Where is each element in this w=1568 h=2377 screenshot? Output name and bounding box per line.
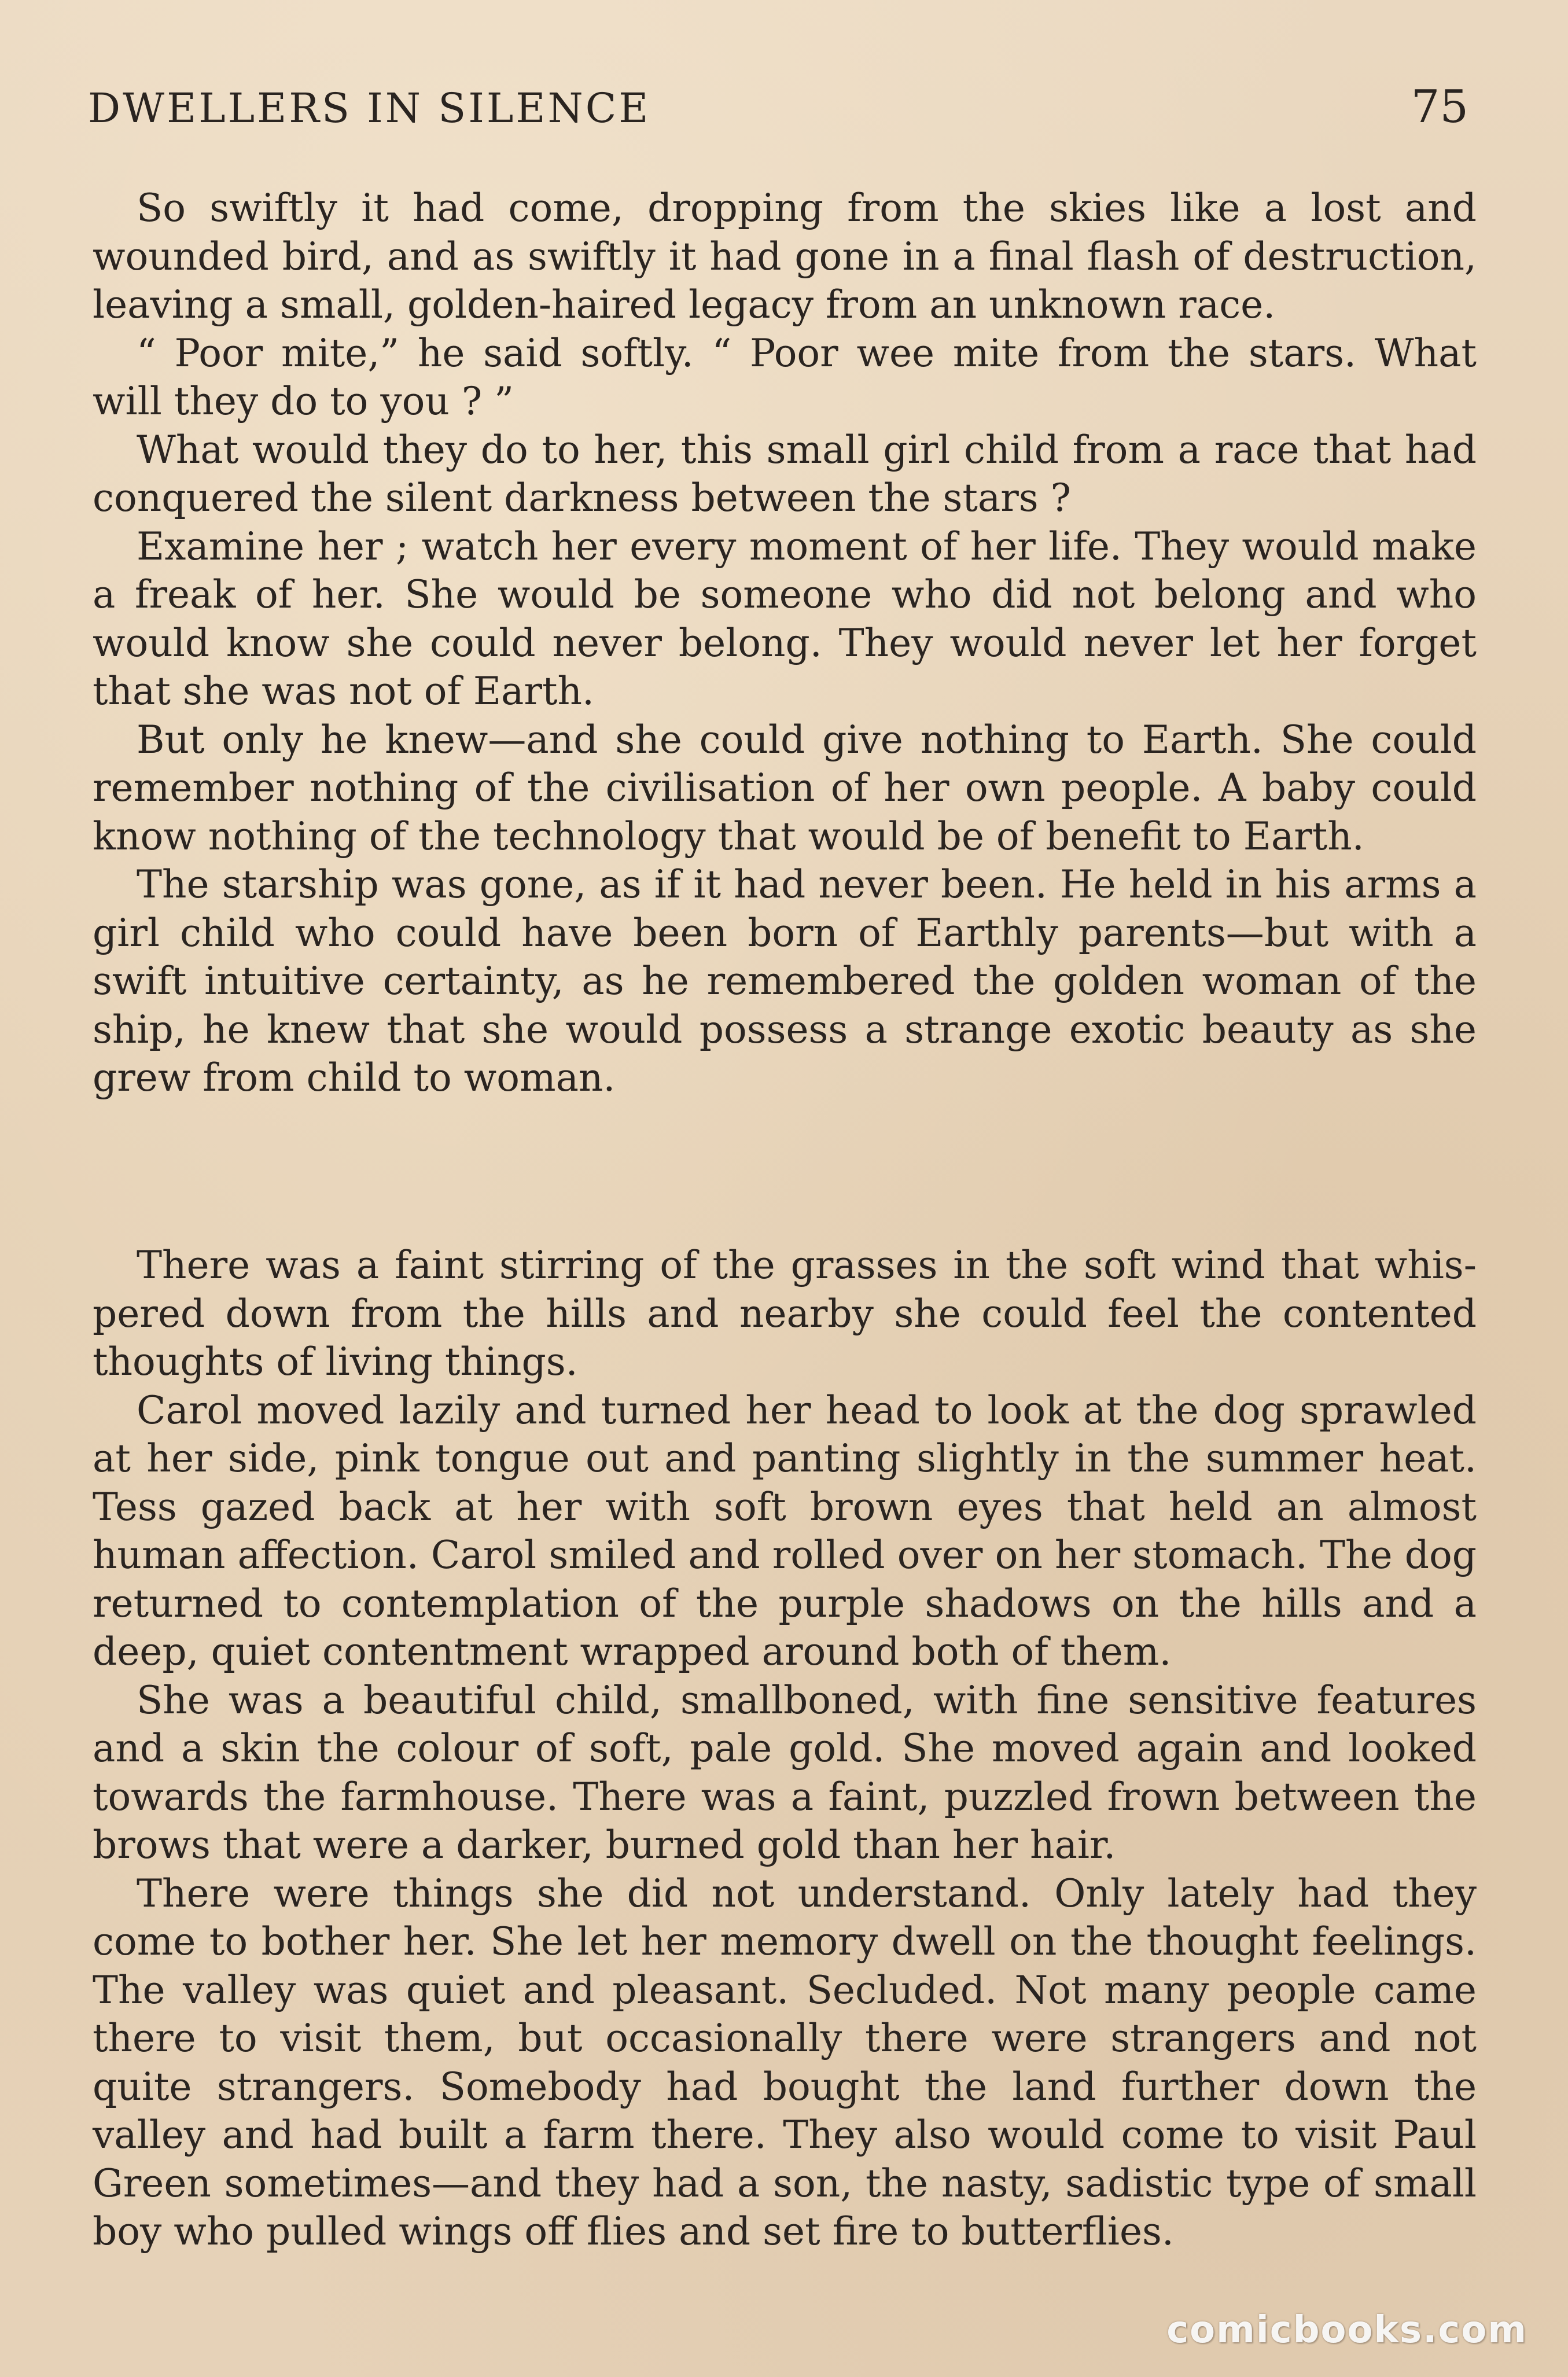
page-number: 75 xyxy=(1411,81,1468,133)
text-section-1 xyxy=(93,184,1477,1102)
paragraph: What would they do to her, this small girl child from a race that had conquered the silent darkness between the stars ? xyxy=(93,427,1477,520)
paragraph: Carol moved lazily and turned her head to look at the dog sprawled at her side, pink tongue out and panting slightly in the summer heat. Tess gazed back at her with soft brown eyes that held an almost human affection. Carol smiled and rolled over on her stomach. The dog returned to contemplation of the purple shadows on the hills and a deep, quiet contentment wrapped around both of them. xyxy=(93,1388,1477,1674)
paragraph: So swiftly it had come, dropping from the skies like a lost and wounded bird, and as swiftly it had gone in a final flash of destruction, leaving a small, golden-haired legacy from an unknown race. xyxy=(93,186,1477,327)
paragraph: “ Poor mite,” he said softly. “ Poor wee mite from the stars. What will they do to you ? ” xyxy=(93,330,1477,424)
paragraph: But only he knew—and she could give nothing to Earth. She could remember nothing of the civilisation of her own people. A baby could know nothing of the technology that would be of benefit to Earth. xyxy=(93,717,1477,859)
running-head: DWELLERS IN SILENCE xyxy=(88,84,651,132)
paragraph: There was a faint stirring of the grasses in the soft wind that whispered down from the hills and nearby she could feel the contented thoughts of living things. xyxy=(93,1243,1477,1384)
page-header xyxy=(88,81,1468,145)
paragraph: She was a beautiful child, smallboned, with fine sensitive features and a skin the colour of soft, pale gold. She moved again and looked towards the farmhouse. There was a faint, puzzled frown between the brows that were a darker, burned gold than her hair. xyxy=(93,1677,1477,1867)
paragraph: Examine her ; watch her every moment of her life. They would make a freak of her. She would be someone who did not belong and who would know she could never belong. They would never let her forget that she was not of Earth. xyxy=(93,524,1477,713)
paragraph: There were things she did not understand. Only lately had they come to bother her. She let her memory dwell on the thought feelings. The valley was quiet and pleasant. Secluded. Not many people came there to visit them, but occasionally there were strangers and not quite strangers. Somebody had bought the land further down the valley and had built a farm there. They also would come to visit Paul Green sometimes—and they had a son, the nasty, sadistic type of small boy who pulled wings off flies and set fire to butterflies. xyxy=(93,1871,1477,2254)
text-section-2 xyxy=(93,1241,1477,2256)
paragraph: The starship was gone, as if it had never been. He held in his arms a girl child who could have been born of Earthly parents—but with a swift intuitive certainty, as he remembered the golden woman of the ship, he knew that she would possess a strange exotic beauty as she grew from child to woman. xyxy=(93,862,1477,1100)
site-watermark: comicbooks.com xyxy=(1166,2309,1527,2352)
